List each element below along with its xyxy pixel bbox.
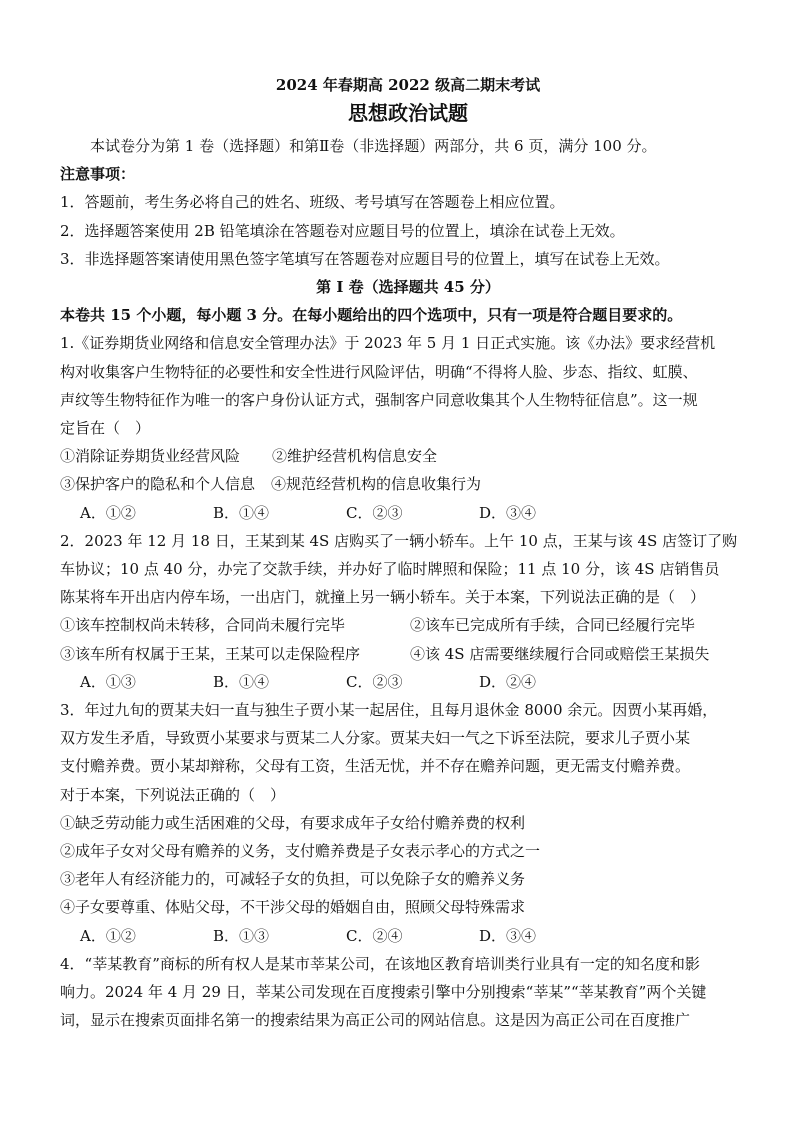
statement-option: ③该车所有权属于王某，王某可以走保险程序 bbox=[60, 644, 361, 663]
intro-text: 本试卷分为第 1 卷（选择题）和第Ⅱ卷（非选择题）两部分，共 6 页，满分 100 分。 bbox=[90, 137, 657, 155]
answer-choices bbox=[60, 922, 756, 950]
question-text: 构对收集客户生物特征的必要性和安全性进行风险评估，明确“不得将人脸、步态、指纹、虹膜、 bbox=[60, 362, 698, 381]
statement-option: ④规范经营机构的信息收集行为 bbox=[271, 475, 482, 494]
question-text: 双方发生矛盾，导致贾小某要求与贾某二人分家。贾某夫妇一气之下诉至法院，要求儿子贾小某 bbox=[60, 729, 691, 748]
statement-option: ②成年子女对父母有赡养的义务，支付赡养费是子女表示孝心的方式之一 bbox=[60, 842, 541, 861]
question-4 bbox=[60, 950, 756, 1035]
question-text: 声纹等生物特征作为唯一的客户身份认证方式，强制客户同意收集其个人生物特征信息”。这一规 bbox=[60, 390, 698, 409]
answer-choice-c[interactable]: C．②③ bbox=[346, 503, 403, 522]
question-3 bbox=[60, 696, 756, 950]
answer-choices bbox=[60, 668, 756, 696]
question-text: 3．年过九旬的贾某夫妇一直与独生子贾小某一起居住，且每月退休金 8000 余元。因贾小某再婚， bbox=[60, 701, 718, 720]
section-title: 第 I 卷（选择题共 45 分） bbox=[316, 278, 500, 297]
subject-title: 思想政治试题 bbox=[348, 101, 468, 125]
statement-option: ②维护经营机构信息安全 bbox=[272, 447, 438, 466]
question-text: 陈某将车开出店内停车场，一出店门，就撞上另一辆小轿车。关于本案，下列说法正确的是（ ） bbox=[60, 588, 706, 607]
statement-option: ②该车已完成所有手续，合同已经履行完毕 bbox=[410, 616, 696, 635]
option-row bbox=[60, 611, 756, 639]
statement-option: ①该车控制权尚未转移，合同尚未履行完毕 bbox=[60, 616, 346, 635]
question-text: 对于本案，下列说法正确的（ ） bbox=[60, 785, 286, 804]
note-item: 3．非选择题答案请使用黑色签字笔填写在答题卷对应题目号的位置上，填写在试卷上无效。 bbox=[60, 249, 670, 268]
option-row bbox=[60, 442, 756, 470]
statement-option: ④子女要尊重、体贴父母，不干涉父母的婚姻自由，照顾父母特殊需求 bbox=[60, 898, 526, 917]
answer-choice-b[interactable]: B．①④ bbox=[213, 672, 270, 691]
answer-choice-d[interactable]: D．②④ bbox=[479, 672, 537, 691]
question-text: 车协议；10 点 40 分，办完了交款手续，并办好了临时牌照和保险；11 点 10 分，该 4S 店销售员 bbox=[60, 560, 720, 579]
question-text: 词，显示在搜索页面排名第一的搜索结果为高正公司的网站信息。这是因为高正公司在百度推广 bbox=[60, 1011, 691, 1030]
statement-option: ①缺乏劳动能力或生活困难的父母，有要求成年子女给付赡养费的权利 bbox=[60, 813, 526, 832]
option-row bbox=[60, 470, 756, 498]
question-text: 响力。2024 年 4 月 29 日，莘某公司发现在百度搜索引擎中分别搜索“莘某”“莘某教育”两个关键 bbox=[60, 983, 707, 1002]
statement-option: ①消除证券期货业经营风险 bbox=[60, 447, 241, 466]
question-text: 定旨在（ ） bbox=[60, 419, 151, 438]
section-instruction: 本卷共 15 个小题，每小题 3 分。在每小题给出的四个选项中，只有一项是符合题目要求的。 bbox=[60, 306, 683, 325]
note-item: 1．答题前，考生务必将自己的姓名、班级、考号填写在答题卷上相应位置。 bbox=[60, 193, 565, 212]
answer-choice-a[interactable]: A．①② bbox=[80, 503, 136, 522]
statement-option: ③保护客户的隐私和个人信息 bbox=[60, 475, 256, 494]
question-text: 4．“莘某教育”商标的所有权人是某市莘某公司，在该地区教育培训类行业具有一定的知名度和影 bbox=[60, 954, 700, 973]
answer-choice-c[interactable]: C．②③ bbox=[346, 672, 403, 691]
answer-choice-a[interactable]: A．①② bbox=[80, 926, 136, 945]
answer-choices bbox=[60, 499, 756, 527]
statement-option: ④该 4S 店需要继续履行合同或赔偿王某损失 bbox=[410, 644, 710, 663]
answer-choice-a[interactable]: A．①③ bbox=[80, 672, 136, 691]
answer-choice-b[interactable]: B．①④ bbox=[213, 503, 270, 522]
option-row bbox=[60, 640, 756, 668]
statement-option: ③老年人有经济能力的，可减轻子女的负担，可以免除子女的赡养义务 bbox=[60, 870, 526, 889]
question-text: 1.《证券期货业网络和信息安全管理办法》于 2023 年 5 月 1 日正式实施。该《办法》要求经营机 bbox=[60, 334, 716, 353]
notes-heading: 注意事项： bbox=[60, 165, 136, 184]
question-1 bbox=[60, 329, 756, 526]
question-text: 2．2023 年 12 月 18 日，王某到某 4S 店购买了一辆小轿车。上午 10 点，王某与该 4S 店签订了购 bbox=[60, 531, 738, 550]
answer-choice-d[interactable]: D．③④ bbox=[479, 503, 537, 522]
answer-choice-c[interactable]: C．②④ bbox=[346, 926, 403, 945]
question-2 bbox=[60, 527, 756, 696]
question-text: 支付赡养费。贾小某却辩称，父母有工资，生活无忧，并不存在赡养问题，更无需支付赡养费。 bbox=[60, 757, 691, 776]
answer-choice-d[interactable]: D．③④ bbox=[479, 926, 537, 945]
exam-title: 2024 年春期高 2022 级高二期末考试 bbox=[275, 76, 541, 94]
answer-choice-b[interactable]: B．①③ bbox=[213, 926, 270, 945]
note-item: 2．选择题答案使用 2B 铅笔填涂在答题卷对应题目号的位置上，填涂在试卷上无效。 bbox=[60, 221, 625, 240]
